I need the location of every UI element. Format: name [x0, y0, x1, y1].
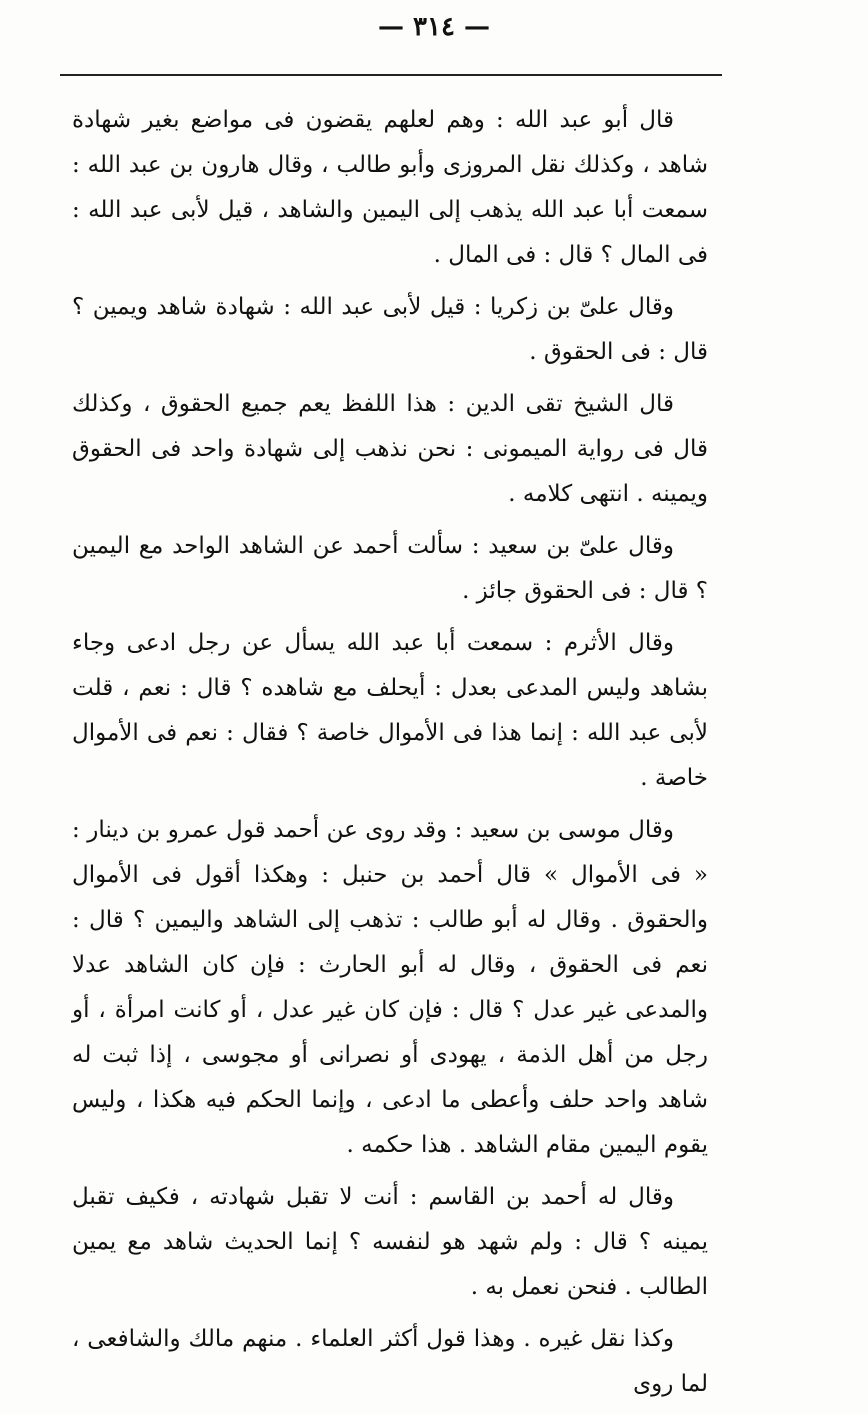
paragraph: وكذا نقل غيره . وهذا قول أكثر العلماء . منهم مالك والشافعى ، لما روى: [72, 1326, 708, 1397]
paragraph: وقال موسى بن سعيد : وقد روى عن أحمد قول عمرو بن دينار : « فى الأموال » قال أحمد بن حنبل : وهكذا أقول فى الأموال والحقوق . وقال له أبو طالب : تذهب إلى الشاهد واليمين ؟ قال : نعم فى الحقوق ، وقال له أبو الحارث : فإن كان الشاهد عدلا والمدعى غير عدل ؟ قال : فإن كان غير عدل ، أو كانت امرأة ، أو رجل من أهل الذمة ، يهودى أو نصرانى أو مجوسى ، إذا ثبت له شاهد واحد حلف وأعطى ما ادعى ، وإنما الحكم فيه هكذا ، وليس يقوم اليمين مقام الشاهد . هذا حكمه .: [72, 817, 708, 1158]
text-body: [72, 98, 708, 1414]
header-rule: [60, 74, 722, 76]
paragraph: وقال الأثرم : سمعت أبا عبد الله يسأل عن رجل ادعى وجاء بشاهد وليس المدعى بعدل : أيحلف مع شاهده ؟ قال : نعم ، قلت لأبى عبد الله : إنما هذا فى الأموال خاصة ؟ فقال : نعم فى الأموال خاصة .: [72, 630, 708, 791]
paragraph: قال الشيخ تقى الدين : هذا اللفظ يعم جميع الحقوق ، وكذلك قال فى رواية الميمونى : نحن نذهب إلى شهادة واحد فى الحقوق ويمينه . انتهى كلامه .: [72, 391, 709, 507]
paragraph: وقال علىّ بن زكريا : قيل لأبى عبد الله : شهادة شاهد ويمين ؟ قال : فى الحقوق .: [72, 294, 708, 365]
paragraph: وقال علىّ بن سعيد : سألت أحمد عن الشاهد الواحد مع اليمين ؟ قال : فى الحقوق جائز .: [72, 533, 708, 604]
page-number: — ٣١٤ —: [377, 12, 491, 42]
paragraph: قال أبو عبد الله : وهم لعلهم يقضون فى مواضع بغير شهادة شاهد ، وكذلك نقل المروزى وأبو طالب ، وقال هارون بن عبد الله : سمعت أبا عبد الله يذهب إلى اليمين والشاهد ، قيل لأبى عبد الله : فى المال ؟ قال : فى المال .: [72, 107, 708, 268]
paragraph: وقال له أحمد بن القاسم : أنت لا تقبل شهادته ، فكيف تقبل يمينه ؟ قال : ولم شهد هو لنفسه ؟ إنما الحديث شاهد مع يمين الطالب . فنحن نعمل به .: [72, 1184, 708, 1300]
